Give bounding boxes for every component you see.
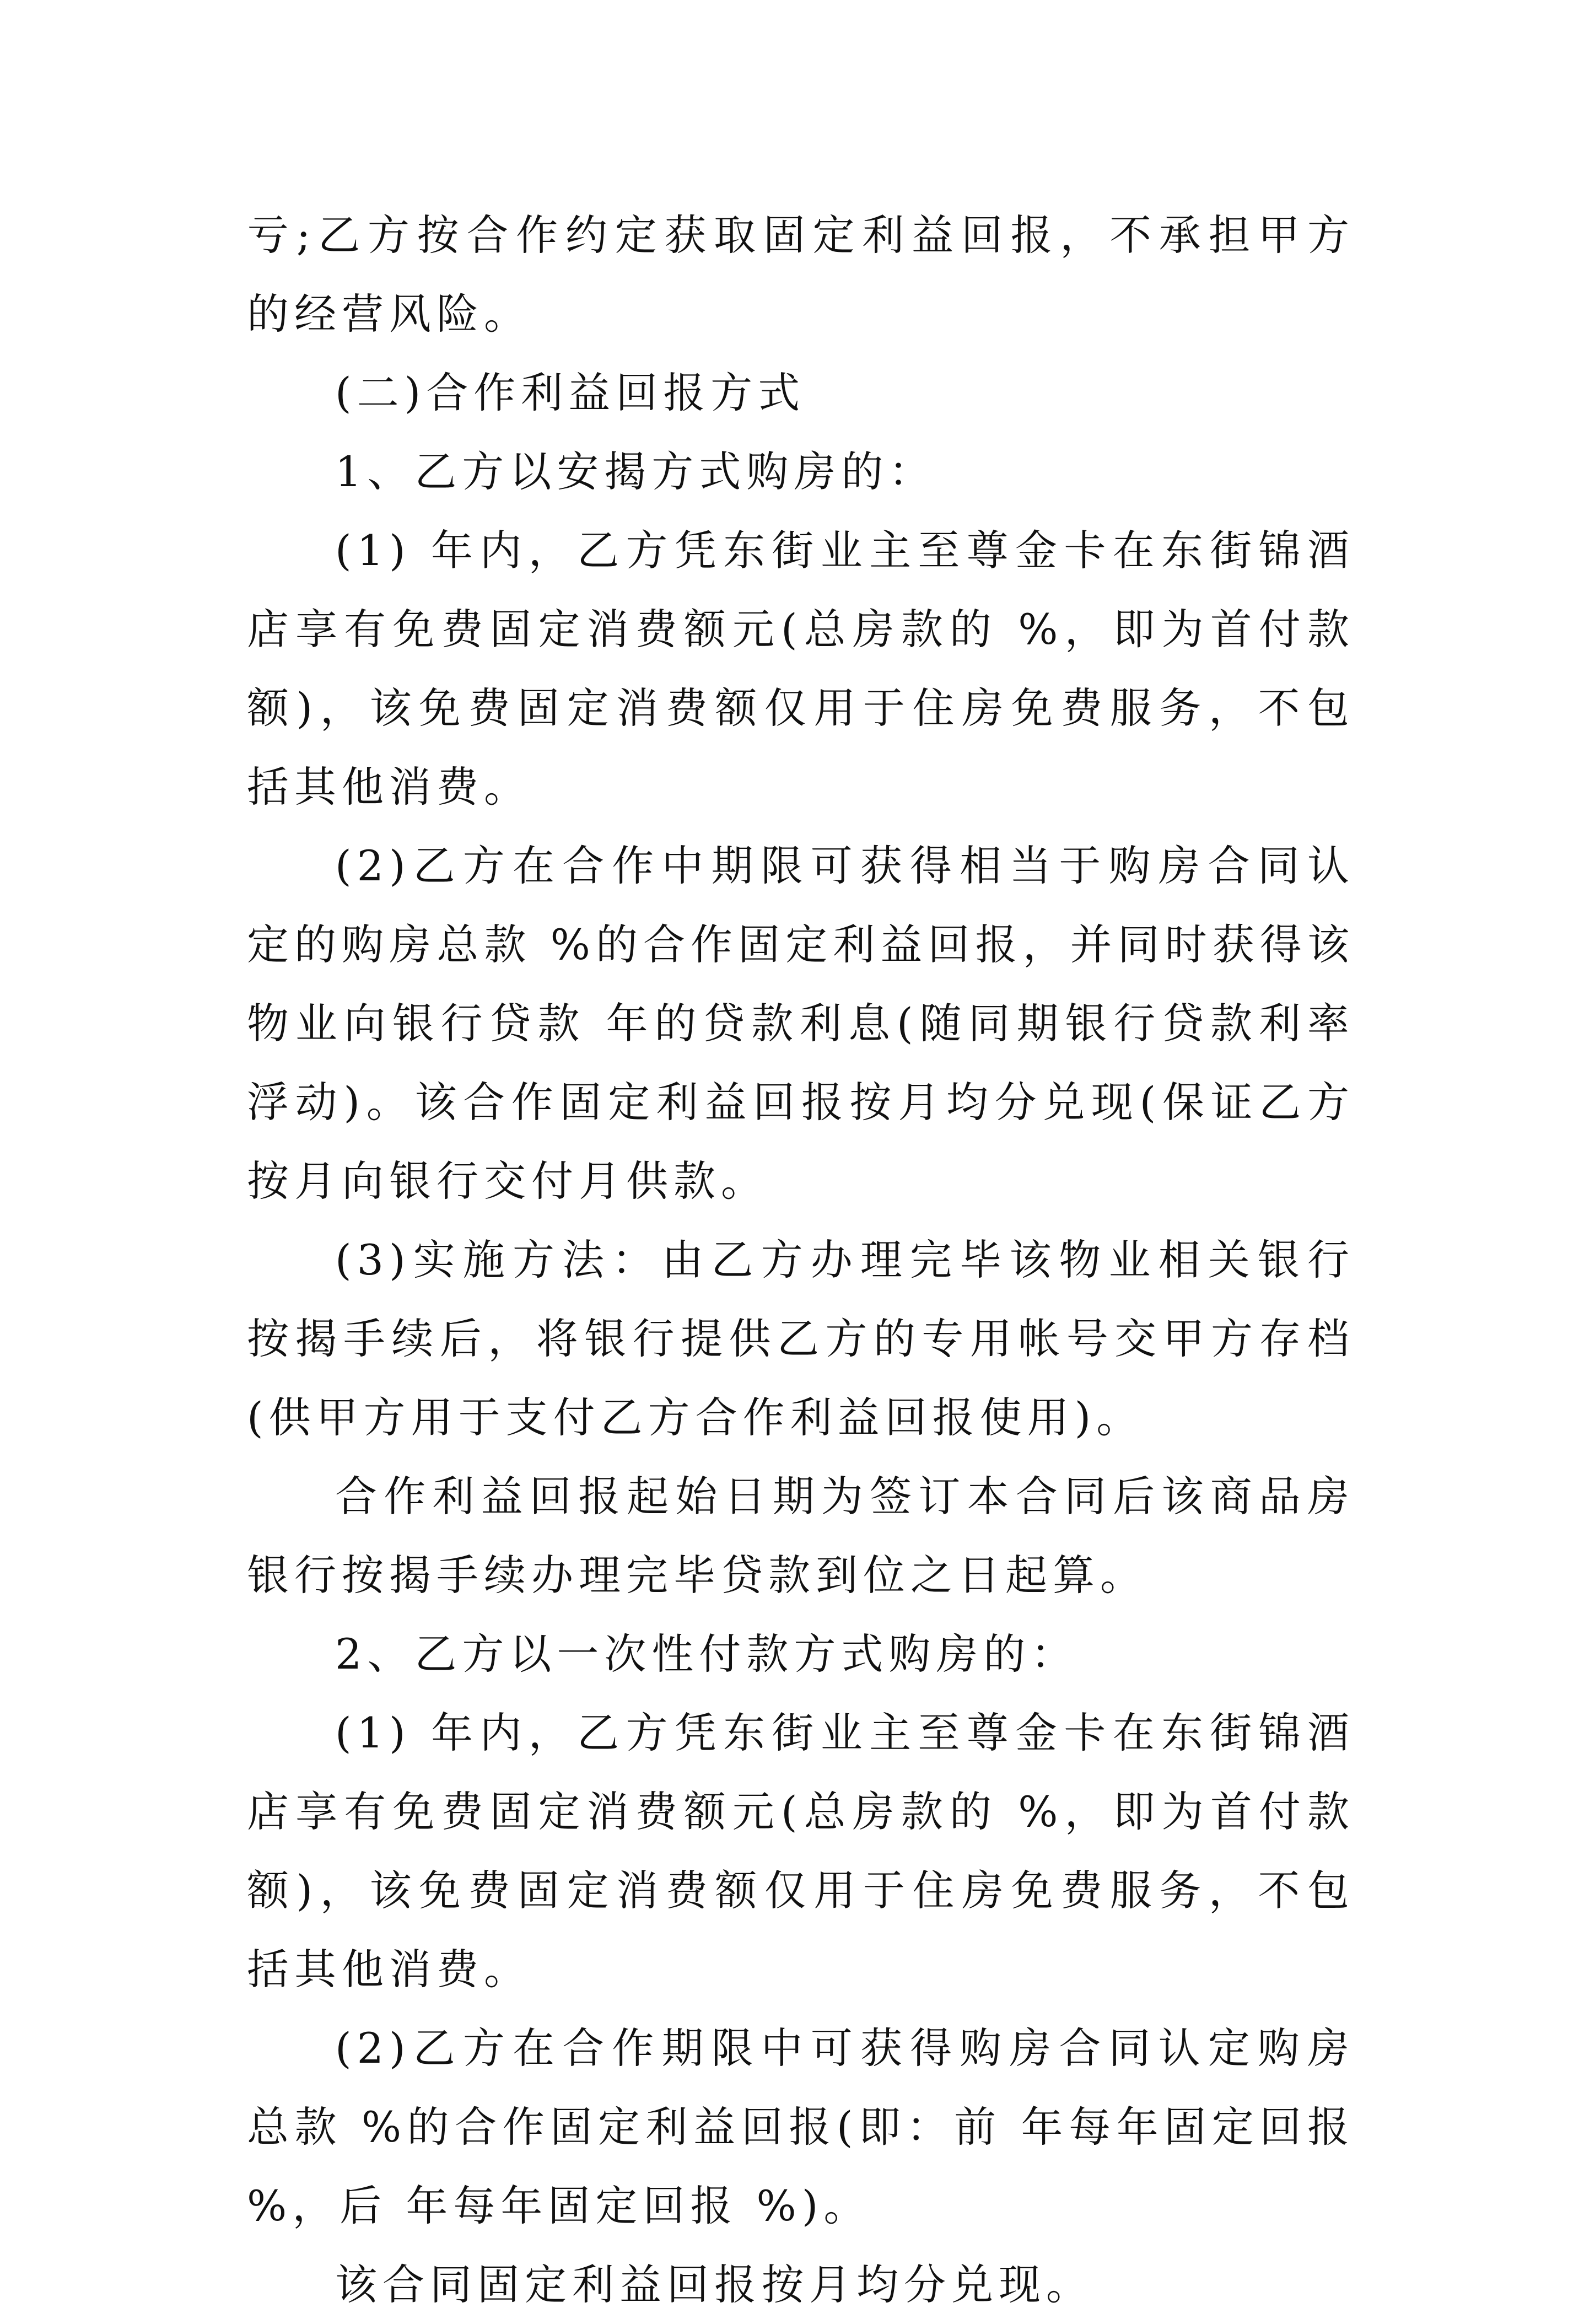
paragraph-start-date: 合作利益回报起始日期为签订本合同后该商品房银行按揭手续办理完毕贷款到位之日起算。: [247, 1472, 1355, 1600]
paragraph-risk-clause: 亏;乙方按合作约定获取固定利益回报，不承担甲方的经营风险。: [247, 211, 1355, 338]
clause-1-mortgage-purchase: 1、乙方以安揭方式购房的：: [335, 447, 936, 496]
clause-2-lump-sum-purchase: 2、乙方以一次性付款方式购房的：: [335, 1629, 1079, 1679]
clause-2-2-fixed-return: (2)乙方在合作期限中可获得购房合同认定购房总款 %的合作固定利益回报(即：前 年每年固定回报 %，后 年每年固定回报 %)。: [247, 2024, 1355, 2230]
clause-2-1-consumption-card: (1) 年内，乙方凭东街业主至尊金卡在东街锦酒店享有免费固定消费额元(总房款的 %，即为首付款额)，该免费固定消费额仅用于住房免费服务，不包括其他消费。: [247, 1708, 1355, 1994]
document-body: [247, 196, 1355, 2324]
clause-1-3-implementation: (3)实施方法：由乙方办理完毕该物业相关银行按揭手续后，将银行提供乙方的专用帐号交甲方存档(供甲方用于支付乙方合作利益回报使用)。: [247, 1235, 1355, 1442]
clause-1-2-fixed-return: (2)乙方在合作中期限可获得相当于购房合同认定的购房总款 %的合作固定利益回报，并同时获得该物业向银行贷款 年的贷款利息(随同期银行贷款利率浮动)。该合作固定利益回报按月均分兑现(保证乙方按月向银行交付月供款。: [247, 841, 1355, 1206]
paragraph-monthly-payout: 该合同固定利益回报按月均分兑现。: [335, 2260, 1093, 2309]
section-heading-return-method: (二)合作利益回报方式: [335, 368, 806, 417]
clause-1-1-consumption-card: (1) 年内，乙方凭东街业主至尊金卡在东街锦酒店享有免费固定消费额元(总房款的 %，即为首付款额)，该免费固定消费额仅用于住房免费服务，不包括其他消费。: [247, 526, 1355, 811]
